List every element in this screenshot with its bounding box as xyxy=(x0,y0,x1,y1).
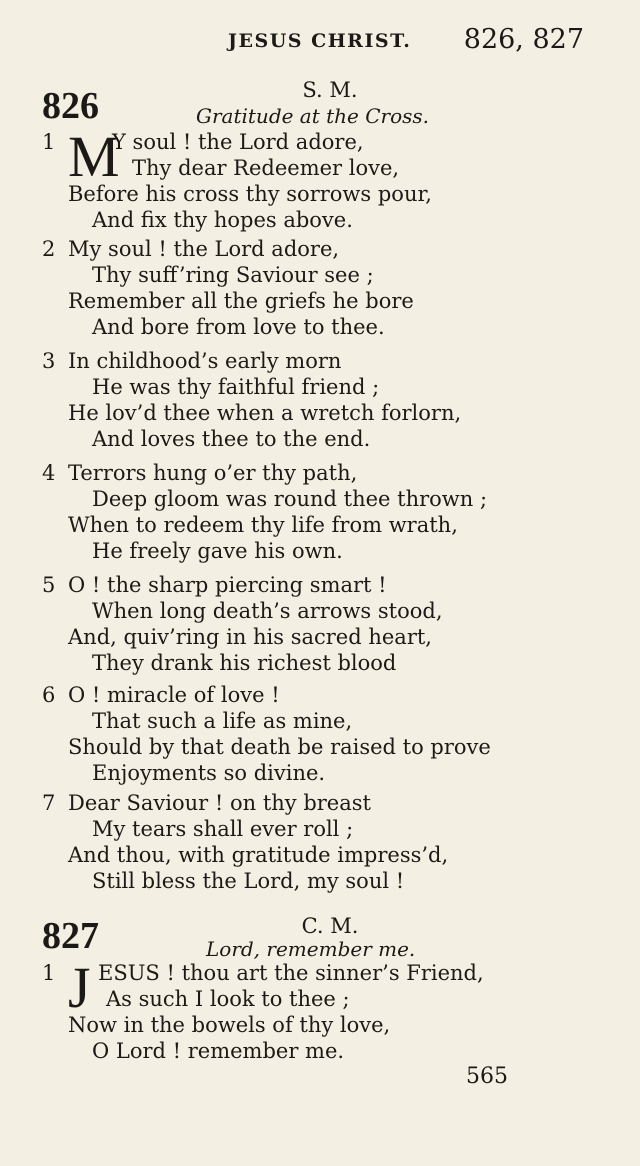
stanza-number: 2 xyxy=(42,237,56,261)
drop-cap: J xyxy=(68,955,91,1020)
stanza-number: 1 xyxy=(42,130,56,154)
hymn-title: Gratitude at the Cross. xyxy=(196,104,430,128)
verse-line: And bore from love to thee. xyxy=(92,315,385,340)
verse-line: My tears shall ever roll ; xyxy=(92,817,354,842)
hymn-number: 826 xyxy=(42,85,99,127)
verse-line: He lov’d thee when a wretch forlorn, xyxy=(68,401,462,426)
stanza-number: 1 xyxy=(42,961,56,985)
verse-line: My soul ! the Lord adore, xyxy=(68,237,340,261)
verse-line: Before his cross thy sorrows pour, xyxy=(68,182,432,207)
verse-line: He was thy faithful friend ; xyxy=(92,375,380,400)
verse-line: They drank his richest blood xyxy=(92,651,397,676)
verse-line: When long death’s arrows stood, xyxy=(92,599,443,624)
verse-line: And thou, with gratitude impress’d, xyxy=(68,843,449,868)
verse-line: Should by that death be raised to prove xyxy=(68,735,491,760)
verse-line: Now in the bowels of thy love, xyxy=(68,1013,391,1038)
verse-line: He freely gave his own. xyxy=(92,539,343,564)
hymn-meter: C. M. xyxy=(301,914,359,938)
stanza-number: 4 xyxy=(42,461,56,485)
hymn-number: 827 xyxy=(42,915,99,957)
verse-line: Dear Saviour ! on thy breast xyxy=(68,791,371,815)
verse-line: O Lord ! remember me. xyxy=(92,1039,345,1064)
verse-line: And loves thee to the end. xyxy=(92,427,371,452)
page-number: 565 xyxy=(466,1064,508,1089)
verse-line: That such a life as mine, xyxy=(92,709,353,734)
verse-line: In childhood’s early morn xyxy=(68,349,342,373)
verse-line: ESUS ! thou art the sinner’s Friend, xyxy=(98,961,484,985)
running-title: JESUS CHRIST. xyxy=(228,30,412,52)
verse-line: When to redeem thy life from wrath, xyxy=(68,513,458,538)
verse-line: As such I look to thee ; xyxy=(106,987,350,1012)
drop-cap: M xyxy=(68,124,120,189)
verse-line: O ! the sharp piercing smart ! xyxy=(68,573,387,597)
running-hymn-range: 826, 827 xyxy=(463,24,584,55)
verse-line: Enjoyments so divine. xyxy=(92,761,326,786)
verse-line: Remember all the griefs he bore xyxy=(68,289,414,314)
verse-line: Y soul ! the Lord adore, xyxy=(112,130,364,154)
verse-line: Thy dear Redeemer love, xyxy=(132,156,400,181)
verse-line: And fix thy hopes above. xyxy=(92,208,353,233)
verse-line: Thy suff’ring Saviour see ; xyxy=(92,263,374,288)
stanza-number: 7 xyxy=(42,791,56,815)
verse-line: Terrors hung o’er thy path, xyxy=(68,461,358,485)
hymn-title: Lord, remember me. xyxy=(206,937,416,961)
verse-line: And, quiv’ring in his sacred heart, xyxy=(68,625,432,650)
stanza-number: 6 xyxy=(42,683,56,707)
verse-line: O ! miracle of love ! xyxy=(68,683,280,707)
verse-line: Deep gloom was round thee thrown ; xyxy=(92,487,488,512)
hymn-meter: S. M. xyxy=(302,78,358,102)
stanza-number: 5 xyxy=(42,573,56,597)
stanza-number: 3 xyxy=(42,349,56,373)
verse-line: Still bless the Lord, my soul ! xyxy=(92,869,405,894)
